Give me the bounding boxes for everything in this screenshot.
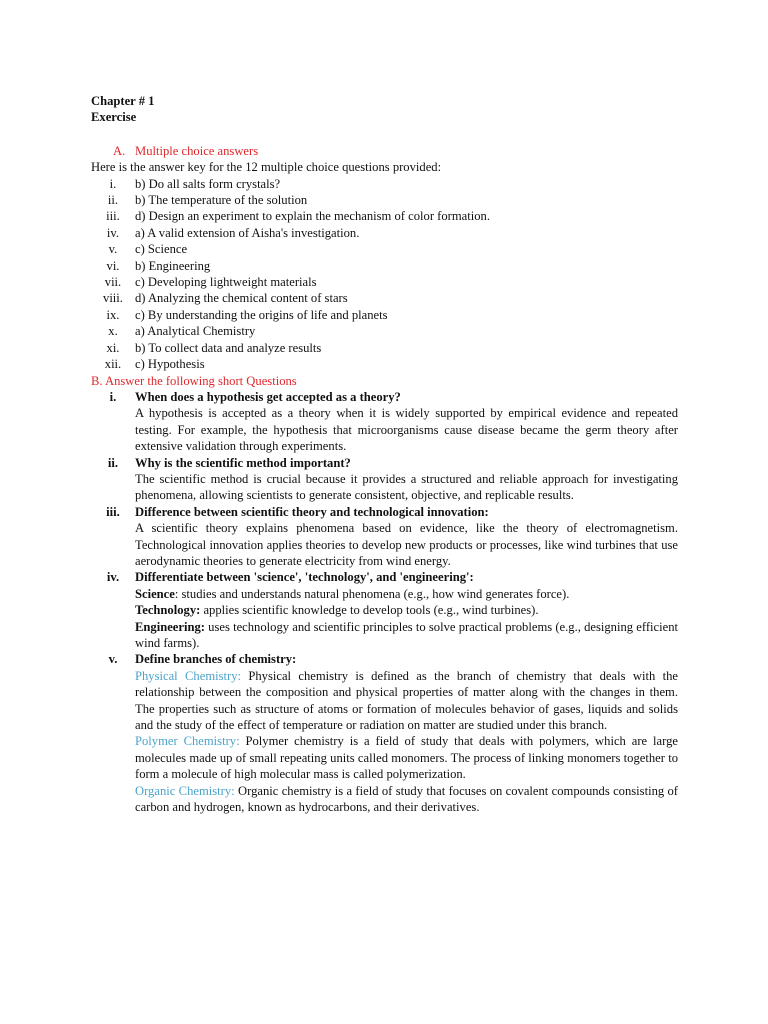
question-number: v. (108, 652, 118, 667)
engineering-label: Engineering: (135, 619, 205, 634)
document-page (91, 93, 678, 815)
item-number: viii. (103, 291, 123, 306)
section-a-intro: Here is the answer key for the 12 multiple choice questions provided: (91, 160, 442, 175)
section-a-title: Multiple choice answers (135, 143, 259, 158)
question-number: i. (109, 389, 117, 404)
branch-name: Organic Chemistry: (135, 783, 235, 798)
item-number: i. (109, 176, 117, 191)
item-number: iv. (106, 225, 120, 240)
item-number: ix. (106, 307, 120, 322)
branch-text: Polymer chemistry is a field of study that deals with polymers, which are large molecules made up of small repeating units called monomers. The process of linking monomers together to form a molecule of high molecular mass is called polymerization. (135, 734, 678, 782)
short-question-2 (91, 455, 678, 504)
item-number: xi. (106, 340, 120, 355)
technology-definition (135, 602, 678, 618)
section-a-number: A. (113, 143, 126, 158)
item-text: c) Developing lightweight materials (135, 275, 317, 290)
list-item (91, 225, 678, 241)
polymer-chemistry-definition (135, 733, 678, 782)
engineering-text: uses technology and scientific principles to solve practical problems (e.g., designing efficient wind farms). (135, 619, 678, 650)
list-item (91, 208, 678, 224)
section-a-heading (91, 143, 678, 159)
short-question-4 (91, 569, 678, 651)
short-question-3 (91, 504, 678, 570)
item-number: vi. (106, 258, 120, 273)
exercise-title: Exercise (91, 110, 137, 125)
question-text: Difference between scientific theory and technological innovation: (135, 504, 489, 519)
question-text: Differentiate between 'science', 'technology', and 'engineering': (135, 570, 474, 585)
section-b-heading: B. Answer the following short Questions (91, 373, 297, 388)
answer-text: A hypothesis is accepted as a theory when it is widely supported by empirical evidence and repeated testing. For example, the hypothesis that microorganisms cause disease became the germ theory after extensive validation through experiments. (135, 406, 678, 454)
list-item (91, 323, 678, 339)
engineering-definition (135, 619, 678, 652)
science-label: Science (135, 586, 175, 601)
list-item (91, 241, 678, 257)
science-definition (135, 586, 678, 602)
list-item (91, 258, 678, 274)
item-text: b) To collect data and analyze results (135, 340, 322, 355)
chapter-title: Chapter # 1 (91, 94, 155, 108)
list-item (91, 176, 678, 192)
technology-label: Technology: (135, 603, 201, 618)
mc-answer-list (91, 176, 678, 373)
question-number: ii. (107, 455, 119, 470)
item-text: a) Analytical Chemistry (135, 324, 256, 339)
item-number: xii. (104, 357, 122, 372)
branch-name: Physical Chemistry: (135, 668, 242, 683)
item-number: x. (108, 324, 118, 339)
list-item (91, 274, 678, 290)
answer-text: The scientific method is crucial because it provides a structured and reliable approach for investigating phenomena, allowing scientists to generate consistent, objective, and replicable results. (135, 471, 678, 503)
list-item (91, 356, 678, 372)
item-text: b) Engineering (135, 258, 211, 273)
short-question-5 (91, 651, 678, 815)
list-item (91, 290, 678, 306)
item-text: b) The temperature of the solution (135, 193, 308, 208)
list-item (91, 192, 678, 208)
science-text: : studies and understands natural phenomena (e.g., how wind generates force). (174, 586, 570, 601)
item-text: d) Design an experiment to explain the mechanism of color formation. (135, 209, 490, 224)
branch-text: Physical chemistry is defined as the branch of chemistry that deals with the relationship between the composition and physical properties of matter along with the changes in them. The properties such as structure of atoms or formation of molecules behavior of gases, liquids and solids and the study of the effect of temperature or radiation on matter are studied under this branch. (135, 668, 679, 733)
question-text: Why is the scientific method important? (135, 455, 351, 470)
branch-text: Organic chemistry is a field of study that focuses on covalent compounds consisting of carbon and hydrogen, known as hydrocarbons, and their derivatives. (135, 783, 679, 815)
technology-text: applies scientific knowledge to develop tools (e.g., wind turbines). (200, 603, 539, 618)
short-question-1 (91, 389, 678, 455)
item-text: d) Analyzing the chemical content of stars (135, 291, 348, 306)
answer-text: A scientific theory explains phenomena based on evidence, like the theory of electromagnetism. Technological innovation applies theories to develop new products or processes, like wind turbines that use aerodynamic theories to generate electricity from wind energy. (135, 521, 678, 568)
item-text: c) By understanding the origins of life and planets (135, 307, 388, 322)
list-item (91, 340, 678, 356)
question-text: Define branches of chemistry: (135, 652, 297, 667)
physical-chemistry-definition (135, 668, 678, 734)
item-number: iii. (106, 209, 120, 224)
item-number: v. (108, 242, 118, 257)
item-text: a) A valid extension of Aisha's investigation. (135, 225, 360, 240)
item-number: vii. (104, 275, 122, 290)
item-text: c) Science (135, 242, 188, 257)
item-text: c) Hypothesis (135, 357, 205, 372)
question-number: iv. (106, 570, 120, 585)
organic-chemistry-definition (135, 783, 678, 816)
item-text: b) Do all salts form crystals? (135, 176, 281, 191)
question-number: iii. (106, 504, 120, 519)
item-number: ii. (107, 193, 119, 208)
list-item (91, 307, 678, 323)
branch-name: Polymer Chemistry: (135, 734, 240, 749)
question-text: When does a hypothesis get accepted as a theory? (135, 389, 401, 404)
